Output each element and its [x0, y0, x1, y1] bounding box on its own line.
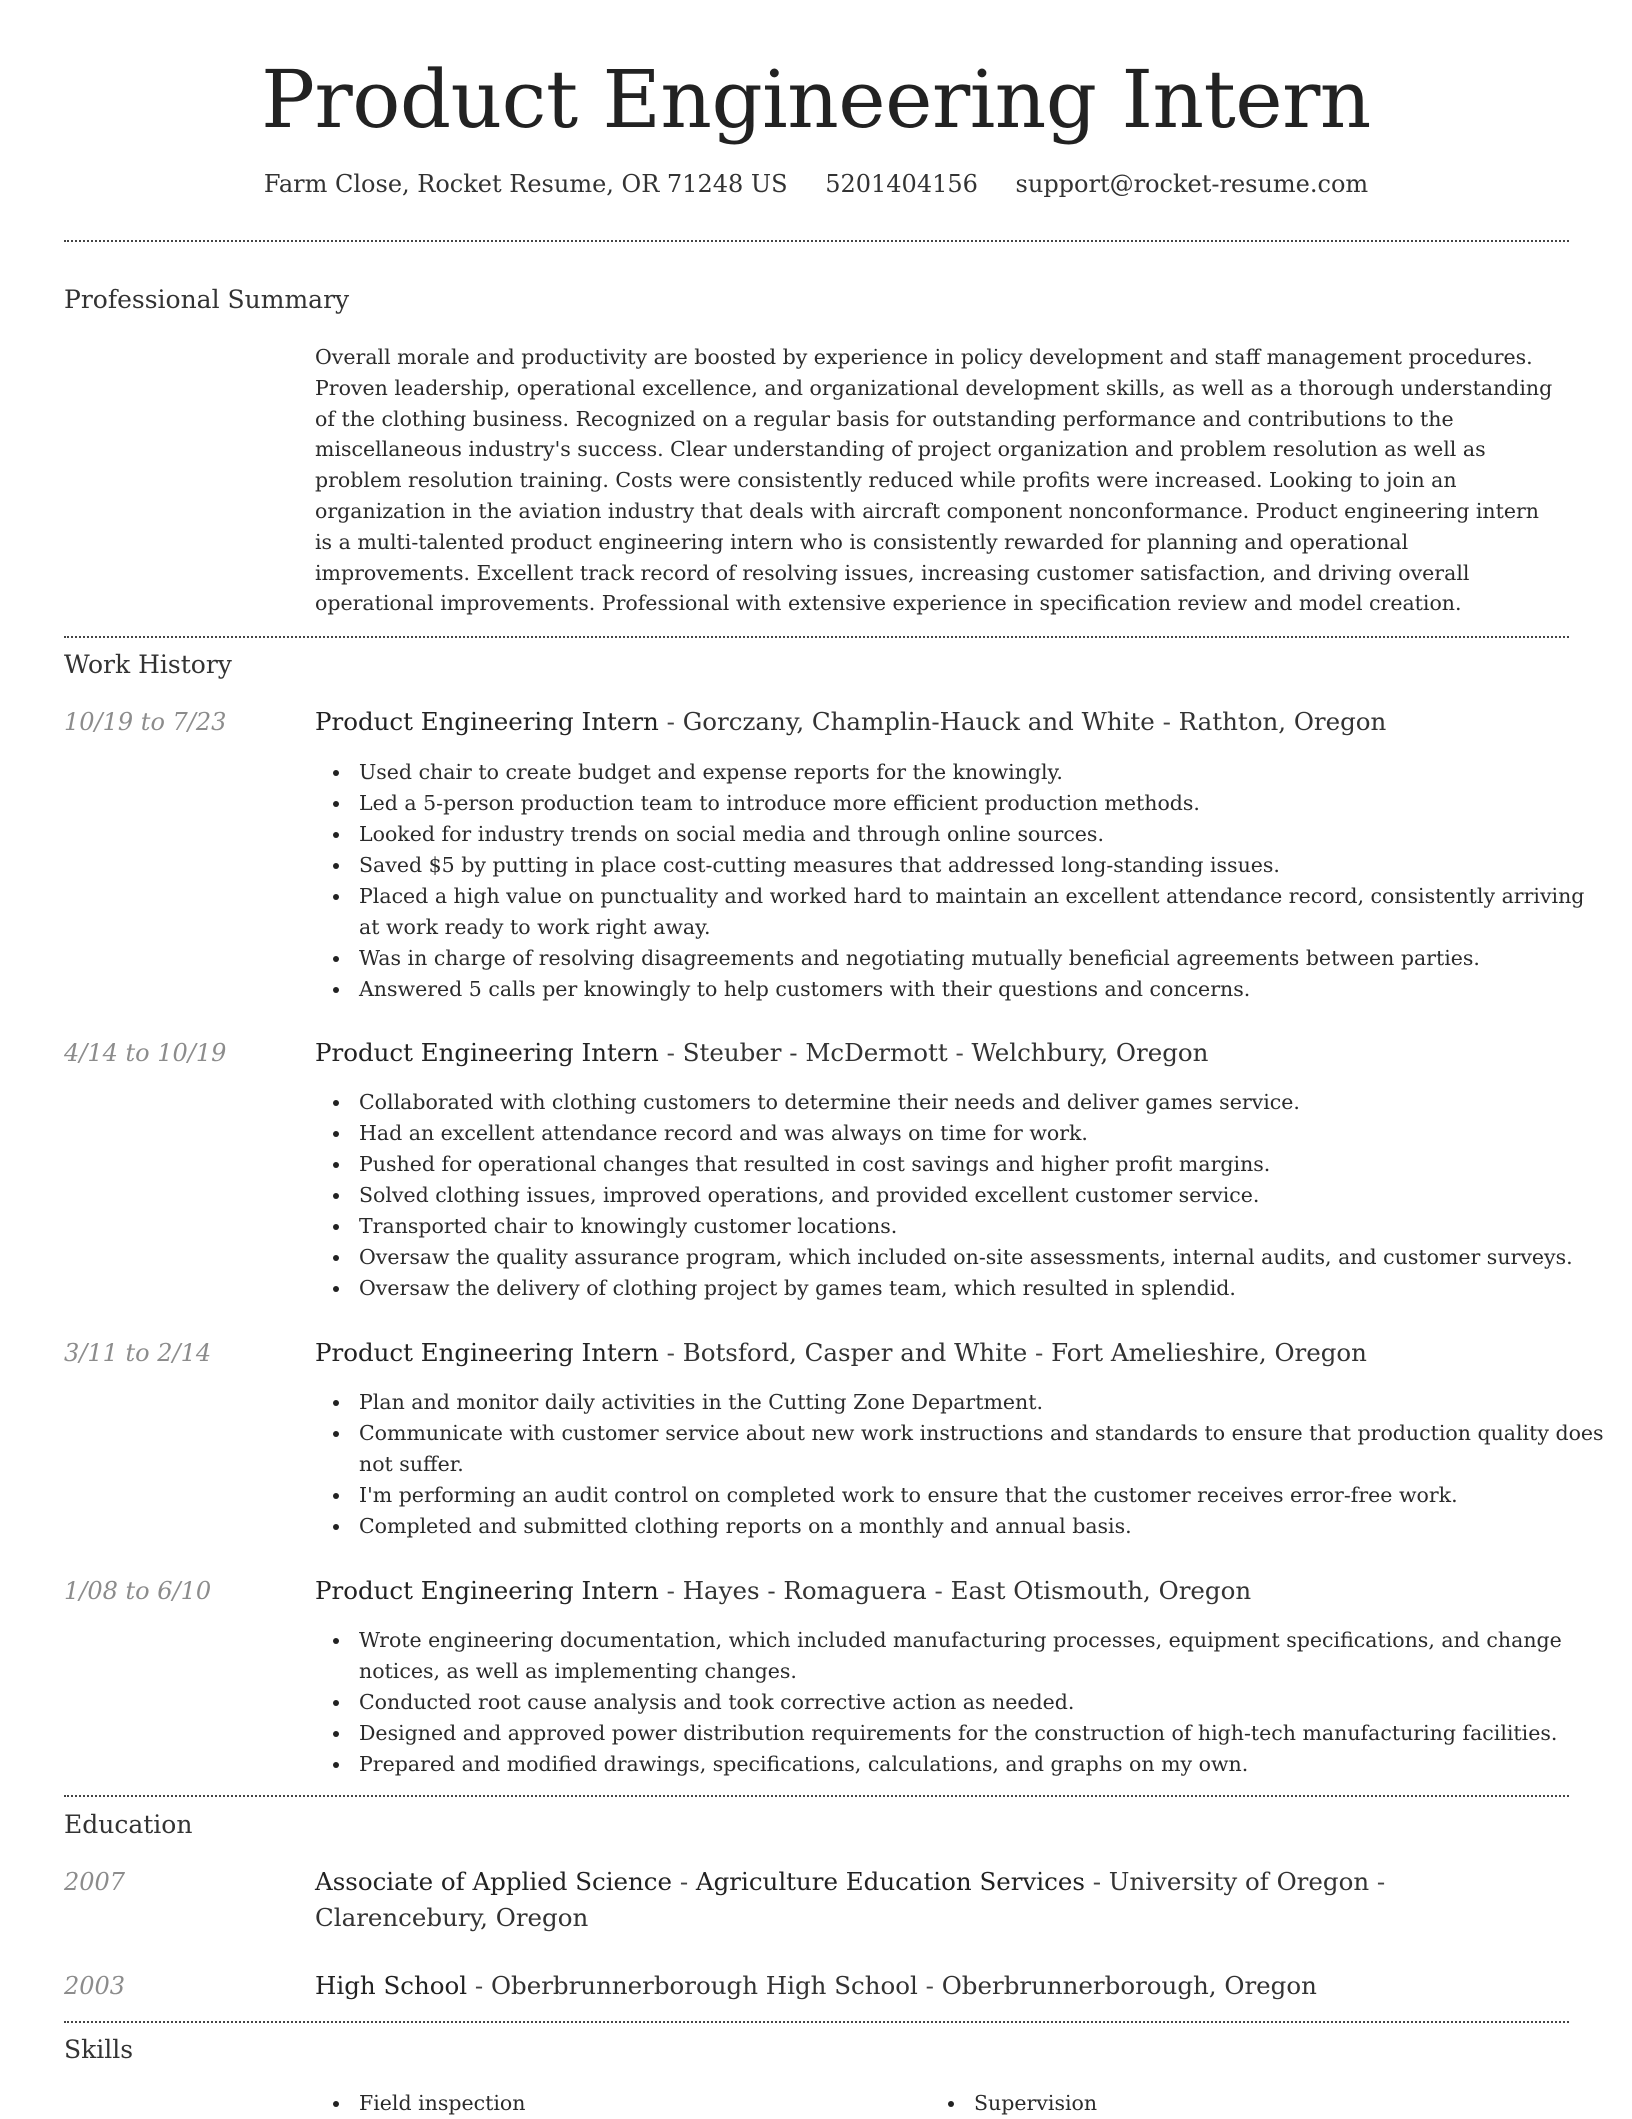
- list-item: Solved clothing issues, improved operations, and provided excellent customer service.: [359, 1180, 1609, 1211]
- education-year: 2003: [64, 1972, 126, 2000]
- job-role: Product Engineering Intern: [315, 707, 659, 736]
- section-title-skills: Skills: [64, 2035, 134, 2064]
- list-item: Wrote engineering documentation, which included manufacturing processes, equipment specifications, and change notices, as well as implementing changes.: [359, 1625, 1609, 1687]
- list-item: Conducted root cause analysis and took corrective action as needed.: [359, 1687, 1609, 1718]
- contact-email: support@rocket-resume.com: [1015, 170, 1369, 198]
- list-item: Saved $5 by putting in place cost-cutting measures that addressed long-standing issues.: [359, 850, 1609, 881]
- education-degree: Associate of Applied Science: [315, 1867, 673, 1896]
- job-company: Gorczany, Champlin-Hauck and White: [682, 707, 1155, 736]
- job-title: Product Engineering Intern - Gorczany, Champlin-Hauck and White - Rathton, Oregon: [315, 707, 1387, 736]
- list-item: Collaborated with clothing customers to determine their needs and deliver games service.: [359, 1087, 1609, 1118]
- job-title: Product Engineering Intern - Hayes - Romaguera - East Otismouth, Oregon: [315, 1576, 1252, 1605]
- job-location: Rathton, Oregon: [1178, 707, 1387, 736]
- list-item: Placed a high value on punctuality and worked hard to maintain an excellent attendance record, consistently arriving at work ready to work right away.: [359, 881, 1609, 943]
- list-item: Designed and approved power distribution requirements for the construction of high-tech manufacturing facilities.: [359, 1718, 1609, 1749]
- job-title: Product Engineering Intern - Botsford, Casper and White - Fort Amelieshire, Oregon: [315, 1338, 1367, 1367]
- job-role: Product Engineering Intern: [315, 1576, 659, 1605]
- resume-header: [0, 0, 1632, 200]
- list-item: Oversaw the delivery of clothing project by games team, which resulted in splendid.: [359, 1273, 1609, 1304]
- job-dates: 3/11 to 2/14: [64, 1339, 212, 1367]
- skills-list-left: [315, 2088, 525, 2119]
- list-item: Answered 5 calls per knowingly to help customers with their questions and concerns.: [359, 974, 1609, 1005]
- education-location: Clarencebury, Oregon: [315, 1903, 589, 1932]
- section-title-summary: Professional Summary: [64, 285, 350, 314]
- list-item: Used chair to create budget and expense reports for the knowingly.: [359, 757, 1609, 788]
- contact-phone: 5201404156: [825, 170, 978, 198]
- job-location: Fort Amelieshire, Oregon: [1051, 1338, 1367, 1367]
- list-item: Plan and monitor daily activities in the Cutting Zone Department.: [359, 1387, 1609, 1418]
- contact-address: Farm Close, Rocket Resume, OR 71248 US: [263, 170, 788, 198]
- section-title-work-history: Work History: [64, 650, 232, 679]
- list-item: Prepared and modified drawings, specifications, calculations, and graphs on my own.: [359, 1749, 1609, 1780]
- list-item: I'm performing an audit control on completed work to ensure that the customer receives error-free work.: [359, 1480, 1609, 1511]
- job-bullets: [315, 1387, 1609, 1542]
- list-item: Oversaw the quality assurance program, which included on-site assessments, internal audits, and customer surveys.: [359, 1242, 1609, 1273]
- job-company: Botsford, Casper and White: [682, 1338, 1028, 1367]
- job-location: East Otismouth, Oregon: [950, 1576, 1252, 1605]
- skill-item: Supervision: [974, 2088, 1097, 2119]
- section-divider: [64, 1795, 1569, 1797]
- section-divider: [64, 636, 1569, 638]
- job-dates: 1/08 to 6/10: [64, 1577, 212, 1605]
- job-bullets: [315, 757, 1609, 1005]
- section-divider: [64, 2021, 1569, 2023]
- skills-list-right: [930, 2088, 1097, 2119]
- list-item: Completed and submitted clothing reports on a monthly and annual basis.: [359, 1511, 1609, 1542]
- education-entry: Associate of Applied Science - Agriculture Education Services - University of Oregon - Clarencebury, Oregon: [315, 1867, 1386, 1932]
- job-bullets: [315, 1625, 1609, 1780]
- candidate-name: Product Engineering Intern: [261, 53, 1371, 146]
- list-item: Transported chair to knowingly customer locations.: [359, 1211, 1609, 1242]
- education-entry: High School - Oberbrunnerborough High School - Oberbrunnerborough, Oregon: [315, 1971, 1317, 2000]
- summary-text: Overall morale and productivity are boosted by experience in policy development and staff management procedures. Proven leadership, operational excellence, and organizational development skills, as well as a thorough understanding of the clothing business. Recognized on a regular basis for outstanding performance and contributions to the miscellaneous industry's success. Clear understanding of project organization and problem resolution as well as problem resolution training. Costs were consistently reduced while profits were increased. Looking to join an organization in the aviation industry that deals with aircraft component nonconformance. Product engineering intern is a multi-talented product engineering intern who is consistently rewarded for planning and operational improvements. Excellent track record of resolving issues, increasing customer satisfaction, and driving overall operational improvements. Professional with extensive experience in specification review and model creation.: [315, 345, 1553, 616]
- job-role: Product Engineering Intern: [315, 1338, 659, 1367]
- skill-item: Field inspection: [359, 2088, 525, 2119]
- job-role: Product Engineering Intern: [315, 1038, 659, 1067]
- job-dates: 4/14 to 10/19: [64, 1039, 227, 1067]
- education-field: Agriculture Education Services: [695, 1867, 1085, 1896]
- list-item: Had an excellent attendance record and was always on time for work.: [359, 1118, 1609, 1149]
- education-school: Oberbrunnerborough High School: [490, 1971, 918, 2000]
- section-title-education: Education: [64, 1810, 193, 1839]
- job-location: Welchbury, Oregon: [971, 1038, 1209, 1067]
- education-location: Oberbrunnerborough, Oregon: [941, 1971, 1317, 2000]
- job-dates: 10/19 to 7/23: [64, 708, 227, 736]
- list-item: Was in charge of resolving disagreements and negotiating mutually beneficial agreements between parties.: [359, 943, 1609, 974]
- list-item: Led a 5-person production team to introduce more efficient production methods.: [359, 788, 1609, 819]
- job-title: Product Engineering Intern - Steuber - McDermott - Welchbury, Oregon: [315, 1038, 1209, 1067]
- list-item: Looked for industry trends on social media and through online sources.: [359, 819, 1609, 850]
- job-company: Hayes - Romaguera: [682, 1576, 927, 1605]
- education-degree: High School: [315, 1971, 468, 2000]
- education-year: 2007: [64, 1868, 126, 1896]
- contact-line: [0, 168, 1632, 200]
- job-bullets: [315, 1087, 1609, 1304]
- list-item: Pushed for operational changes that resulted in cost savings and higher profit margins.: [359, 1149, 1609, 1180]
- list-item: Communicate with customer service about new work instructions and standards to ensure that production quality does not suffer.: [359, 1418, 1609, 1480]
- section-divider: [64, 240, 1569, 242]
- job-company: Steuber - McDermott: [682, 1038, 948, 1067]
- education-school: University of Oregon: [1108, 1867, 1370, 1896]
